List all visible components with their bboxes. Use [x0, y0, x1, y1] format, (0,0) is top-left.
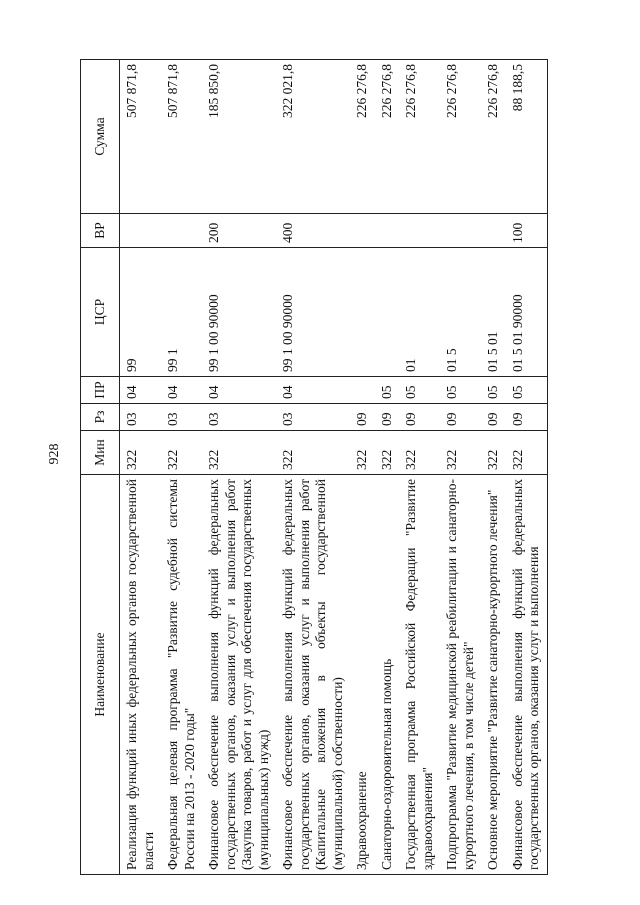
cell-vr: [399, 214, 440, 248]
cell-vr: 400: [276, 214, 350, 248]
cell-vr: 200: [202, 214, 276, 248]
cell-name: Государственная программа Российской Федерации "Развитие здравоохранения": [399, 475, 440, 875]
cell-sum: 507 871,8: [120, 60, 162, 214]
cell-vr: [161, 214, 202, 248]
cell-name: Реализация функций иных федеральных органов государственной власти: [120, 475, 162, 875]
cell-min: 322: [120, 431, 162, 475]
cell-pr: 04: [202, 377, 276, 404]
cell-rz: 09: [481, 404, 506, 431]
header-pr: ПР: [81, 377, 120, 404]
cell-pr: 04: [276, 377, 350, 404]
cell-csr: 01 5: [440, 248, 481, 377]
cell-sum: 226 276,8: [481, 60, 506, 214]
table-row: [375, 60, 400, 875]
cell-csr: [375, 248, 400, 377]
header-csr: ЦСР: [81, 248, 120, 377]
cell-min: 322: [202, 431, 276, 475]
cell-rz: 09: [399, 404, 440, 431]
cell-pr: 05: [399, 377, 440, 404]
cell-name: Финансовое обеспечение выполнения функций федеральных государственных органов, оказания услуг и выполнения: [506, 475, 548, 875]
cell-name: Финансовое обеспечение выполнения функций федеральных государственных органов, оказания услуг и выполнения работ (Капитальные вложения в объекты государственной (муниципальной) собственности): [276, 475, 350, 875]
cell-sum: 507 871,8: [161, 60, 202, 214]
cell-pr: 04: [161, 377, 202, 404]
table-row: [120, 60, 162, 875]
table-row: [440, 60, 481, 875]
header-rz: Рз: [81, 404, 120, 431]
cell-min: 322: [276, 431, 350, 475]
cell-pr: 05: [440, 377, 481, 404]
cell-min: 322: [506, 431, 548, 475]
cell-min: 322: [375, 431, 400, 475]
table-row: [506, 60, 548, 875]
rotated-page: [80, 60, 620, 875]
cell-rz: 09: [350, 404, 375, 431]
cell-min: 322: [440, 431, 481, 475]
page-number: 928: [47, 443, 62, 465]
cell-sum: 185 850,0: [202, 60, 276, 214]
cell-csr: 01: [399, 248, 440, 377]
cell-csr: 01 5 01: [481, 248, 506, 377]
cell-vr: [375, 214, 400, 248]
cell-rz: 03: [120, 404, 162, 431]
cell-name: Здравоохранение: [350, 475, 375, 875]
cell-csr: 99 1 00 90000: [202, 248, 276, 377]
table-row: [481, 60, 506, 875]
cell-rz: 09: [506, 404, 548, 431]
cell-rz: 03: [161, 404, 202, 431]
cell-rz: 09: [375, 404, 400, 431]
cell-name: Санаторно-оздоровительная помощь: [375, 475, 400, 875]
cell-sum: 88 188,5: [506, 60, 548, 214]
cell-sum: 226 276,8: [350, 60, 375, 214]
cell-rz: 03: [276, 404, 350, 431]
header-name: Наименование: [81, 475, 120, 875]
cell-vr: [440, 214, 481, 248]
header-sum: Сумма: [81, 60, 120, 214]
cell-pr: 05: [375, 377, 400, 404]
cell-pr: 04: [120, 377, 162, 404]
cell-pr: [350, 377, 375, 404]
cell-sum: 226 276,8: [375, 60, 400, 214]
table-row: [276, 60, 350, 875]
cell-rz: 03: [202, 404, 276, 431]
cell-vr: [120, 214, 162, 248]
budget-table: [80, 59, 548, 875]
cell-name: Основное мероприятие "Развитие санаторно-курортного лечения": [481, 475, 506, 875]
table-row: [399, 60, 440, 875]
cell-rz: 09: [440, 404, 481, 431]
table-row: [202, 60, 276, 875]
cell-name: Федеральная целевая программа "Развитие судебной системы России на 2013 - 2020 годы": [161, 475, 202, 875]
cell-name: Финансовое обеспечение выполнения функций федеральных государственных органов, оказания услуг и выполнения работ (Закупка товаров, работ и услуг для обеспечения государственных (муниципальных) нужд): [202, 475, 276, 875]
header-min: Мин: [81, 431, 120, 475]
cell-sum: 226 276,8: [399, 60, 440, 214]
cell-min: 322: [481, 431, 506, 475]
table-row: [161, 60, 202, 875]
cell-csr: 99 1: [161, 248, 202, 377]
cell-csr: 01 5 01 90000: [506, 248, 548, 377]
table-header-row: [81, 60, 120, 875]
cell-min: 322: [161, 431, 202, 475]
cell-csr: [350, 248, 375, 377]
cell-pr: 05: [506, 377, 548, 404]
cell-min: 322: [399, 431, 440, 475]
cell-sum: 322 021,8: [276, 60, 350, 214]
cell-vr: [350, 214, 375, 248]
cell-vr: [481, 214, 506, 248]
header-vr: ВР: [81, 214, 120, 248]
cell-min: 322: [350, 431, 375, 475]
cell-csr: 99: [120, 248, 162, 377]
cell-pr: 05: [481, 377, 506, 404]
cell-sum: 226 276,8: [440, 60, 481, 214]
cell-name: Подпрограмма "Развитие медицинской реабилитации и санаторно-курортного лечения, в том числе детей": [440, 475, 481, 875]
cell-csr: 99 1 00 90000: [276, 248, 350, 377]
table-row: [350, 60, 375, 875]
cell-vr: 100: [506, 214, 548, 248]
